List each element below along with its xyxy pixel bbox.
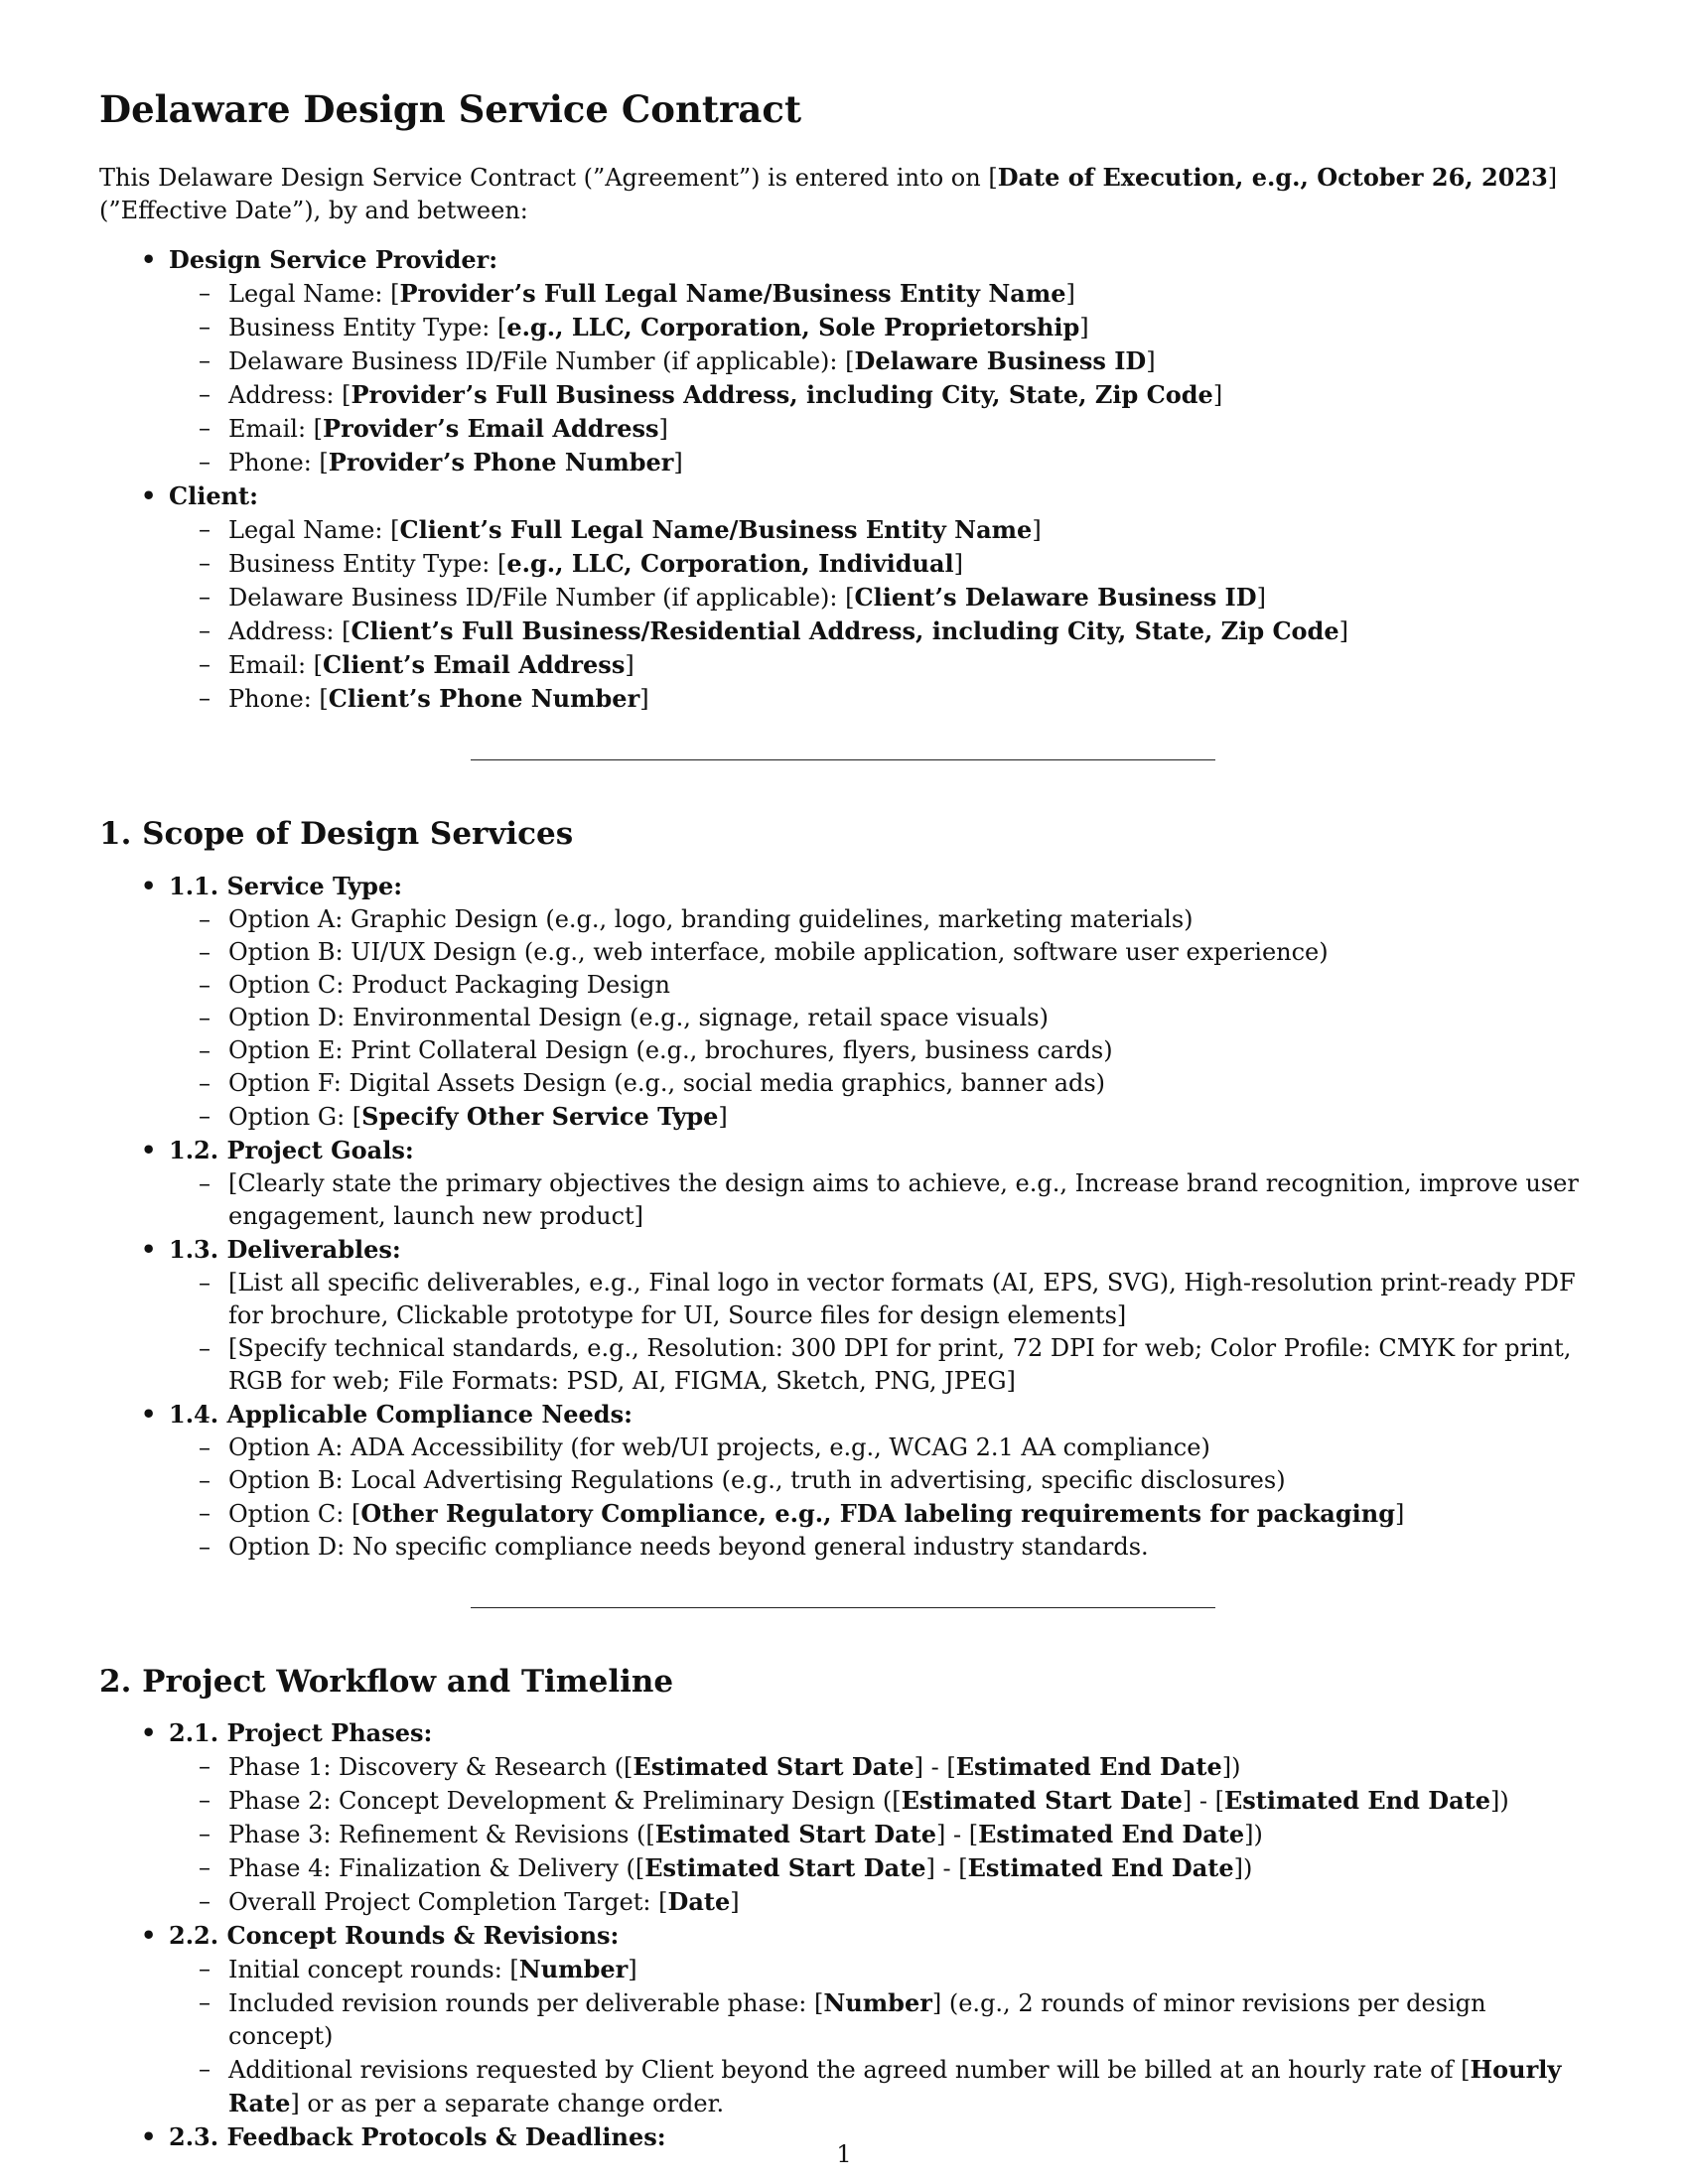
list-item: – Phase 3: Refinement & Revisions ([Estimated Start Date] - [Estimated End Date]) <box>199 1818 1589 1851</box>
list-item: – Phone: [Client’s Phone Number] <box>199 682 1589 716</box>
list-item: – Option C: Product Packaging Design <box>199 969 1589 1002</box>
subsection-1-4: • 1.4. Applicable Compliance Needs: – Option A: ADA Accessibility (for web/UI projects, e.g., WCAG 2.1 AA compliance) – Option B: Local Advertising Regulations (e.g., truth in advertising, specific disclosures) – Option C: [Other Regulatory Compliance, e.g., FDA labeling requirements for packaging] – Option D: No specific compliance needs beyond general industry standards. <box>139 1398 1589 1564</box>
effective-date-placeholder: Date of Execution, e.g., October 26, 2023 <box>997 163 1548 193</box>
list-item: – Phase 1: Discovery & Research ([Estimated Start Date] - [Estimated End Date]) <box>199 1750 1589 1784</box>
list-item: – [Specify technical standards, e.g., Resolution: 300 DPI for print, 72 DPI for web; Color Profile: CMYK for print, RGB for web; File Formats: PSD, AI, FIGMA, Sketch, PNG, JPEG] <box>199 1332 1589 1398</box>
list-item: – Option A: ADA Accessibility (for web/UI projects, e.g., WCAG 2.1 AA compliance) <box>199 1432 1589 1464</box>
subsection-1-3: • 1.3. Deliverables: – [List all specific deliverables, e.g., Final logo in vector formats (AI, EPS, SVG), High-resolution print-ready PDF for brochure, Clickable prototype for UI, Source files for design elements] – [Specify technical standards, e.g., Resolution: 300 DPI for print, 72 DPI for web; Color Profile: CMYK for print, RGB for web; File Formats: PSD, AI, FIGMA, Sketch, PNG, JPEG] <box>139 1233 1589 1398</box>
list-item: – Initial concept rounds: [Number] <box>199 1953 1589 1986</box>
list-item: – Option E: Print Collateral Design (e.g., brochures, flyers, business cards) <box>199 1034 1589 1067</box>
list-item: – Option F: Digital Assets Design (e.g., social media graphics, banner ads) <box>199 1067 1589 1100</box>
list-item: – Legal Name: [Client’s Full Legal Name/Business Entity Name] <box>199 513 1589 547</box>
section-1-list <box>99 870 1589 1564</box>
subsection-2-3: • 2.3. Feedback Protocols & Deadlines: <box>139 2120 1589 2154</box>
list-item: – Delaware Business ID/File Number (if applicable): [Delaware Business ID] <box>199 344 1589 378</box>
contract-page <box>99 87 1589 2154</box>
list-item: – Phase 4: Finalization & Delivery ([Estimated Start Date] - [Estimated End Date]) <box>199 1851 1589 1885</box>
list-item: – Business Entity Type: [e.g., LLC, Corporation, Sole Proprietorship] <box>199 311 1589 344</box>
list-item: – Address: [Provider’s Full Business Address, including City, State, Zip Code] <box>199 378 1589 412</box>
party-client: • Client: – Legal Name: [Client’s Full Legal Name/Business Entity Name] – Business Entity Type: [e.g., LLC, Corporation, Individual] – Delaware Business ID/File Number (if applicable): [Client’s Delaware Business ID] – Address: [Client’s Full Business/Residential Address, including City, State, Zip Code] – Email: [Client’s Email Address] – Phone: [Client’s Phone Number] <box>139 479 1589 716</box>
list-item: – Address: [Client’s Full Business/Residential Address, including City, State, Zip Code] <box>199 614 1589 648</box>
subsection-2-1: • 2.1. Project Phases: – Phase 1: Discovery & Research ([Estimated Start Date] - [Estimated End Date]) – Phase 2: Concept Development & Preliminary Design ([Estimated Start Date] - [Estimated End Date]) – Phase 3: Refinement & Revisions ([Estimated Start Date] - [Estimated End Date]) – Phase 4: Finalization & Delivery ([Estimated Start Date] - [Estimated End Date]) – Overall Project Completion Target: [Date] <box>139 1716 1589 1919</box>
list-item: – Delaware Business ID/File Number (if applicable): [Client’s Delaware Business ID] <box>199 581 1589 614</box>
list-item: – Option G: [Specify Other Service Type] <box>199 1100 1589 1134</box>
list-item: – Business Entity Type: [e.g., LLC, Corporation, Individual] <box>199 547 1589 581</box>
list-item: – Option D: Environmental Design (e.g., signage, retail space visuals) <box>199 1002 1589 1034</box>
section-2-heading: 2. Project Workflow and Timeline <box>99 1663 674 1700</box>
document-title: Delaware Design Service Contract <box>99 87 802 131</box>
list-item: – Included revision rounds per deliverable phase: [Number] (e.g., 2 rounds of minor revisions per design concept) <box>199 1986 1589 2053</box>
section-1-heading: 1. Scope of Design Services <box>99 816 574 853</box>
section-divider <box>471 1607 1215 1608</box>
parties-list <box>99 243 1589 716</box>
list-item: – Option B: UI/UX Design (e.g., web interface, mobile application, software user experience) <box>199 936 1589 969</box>
subsection-1-1: • 1.1. Service Type: – Option A: Graphic Design (e.g., logo, branding guidelines, marketing materials) – Option B: UI/UX Design (e.g., web interface, mobile application, software user experience) – Option C: Product Packaging Design – Option D: Environmental Design (e.g., signage, retail space visuals) – Option E: Print Collateral Design (e.g., brochures, flyers, business cards) – Option F: Digital Assets Design (e.g., social media graphics, banner ads) – Option G: [Specify Other Service Type] <box>139 870 1589 1134</box>
list-item: – Option C: [Other Regulatory Compliance, e.g., FDA labeling requirements for packaging] <box>199 1497 1589 1531</box>
subsection-2-2: • 2.2. Concept Rounds & Revisions: – Initial concept rounds: [Number] – Included revision rounds per deliverable phase: [Number] (e.g., 2 rounds of minor revisions per design concept) – Additional revisions requested by Client beyond the agreed number will be billed at an hourly rate of [Hourly Rate] or as per a separate change order. <box>139 1919 1589 2120</box>
list-item: – [List all specific deliverables, e.g., Final logo in vector formats (AI, EPS, SVG), High-resolution print-ready PDF for brochure, Clickable prototype for UI, Source files for design elements] <box>199 1267 1589 1332</box>
list-item: – Option B: Local Advertising Regulations (e.g., truth in advertising, specific disclosures) <box>199 1464 1589 1497</box>
list-item: – Email: [Provider’s Email Address] <box>199 412 1589 446</box>
list-item: – Option D: No specific compliance needs beyond general industry standards. <box>199 1531 1589 1564</box>
party-provider: • Design Service Provider: – Legal Name: [Provider’s Full Legal Name/Business Entity Name] – Business Entity Type: [e.g., LLC, Corporation, Sole Proprietorship] – Delaware Business ID/File Number (if applicable): [Delaware Business ID] – Address: [Provider’s Full Business Address, including City, State, Zip Code] – Email: [Provider’s Email Address] – Phone: [Provider’s Phone Number] <box>139 243 1589 479</box>
section-2-list <box>99 1716 1589 2154</box>
page-number: 1 <box>836 2140 852 2168</box>
list-item: – Email: [Client’s Email Address] <box>199 648 1589 682</box>
list-item: – Overall Project Completion Target: [Date] <box>199 1885 1589 1919</box>
subsection-1-2: • 1.2. Project Goals: – [Clearly state the primary objectives the design aims to achieve, e.g., Increase brand recognition, improve user engagement, launch new product] <box>139 1134 1589 1233</box>
list-item: – [Clearly state the primary objectives the design aims to achieve, e.g., Increase brand recognition, improve user engagement, launch new product] <box>199 1167 1589 1233</box>
list-item: – Legal Name: [Provider’s Full Legal Name/Business Entity Name] <box>199 277 1589 311</box>
list-item: – Phone: [Provider’s Phone Number] <box>199 446 1589 479</box>
list-item: – Phase 2: Concept Development & Preliminary Design ([Estimated Start Date] - [Estimated End Date]) <box>199 1784 1589 1818</box>
intro-paragraph: This Delaware Design Service Contract (”Agreement”) is entered into on [Date of Execution, e.g., October 26, 2023] (”Effective Date”), by and between: <box>99 163 1558 225</box>
list-item: – Option A: Graphic Design (e.g., logo, branding guidelines, marketing materials) <box>199 903 1589 936</box>
section-divider <box>471 759 1215 760</box>
list-item: – Additional revisions requested by Client beyond the agreed number will be billed at an hourly rate of [Hourly Rate] or as per a separate change order. <box>199 2053 1589 2120</box>
